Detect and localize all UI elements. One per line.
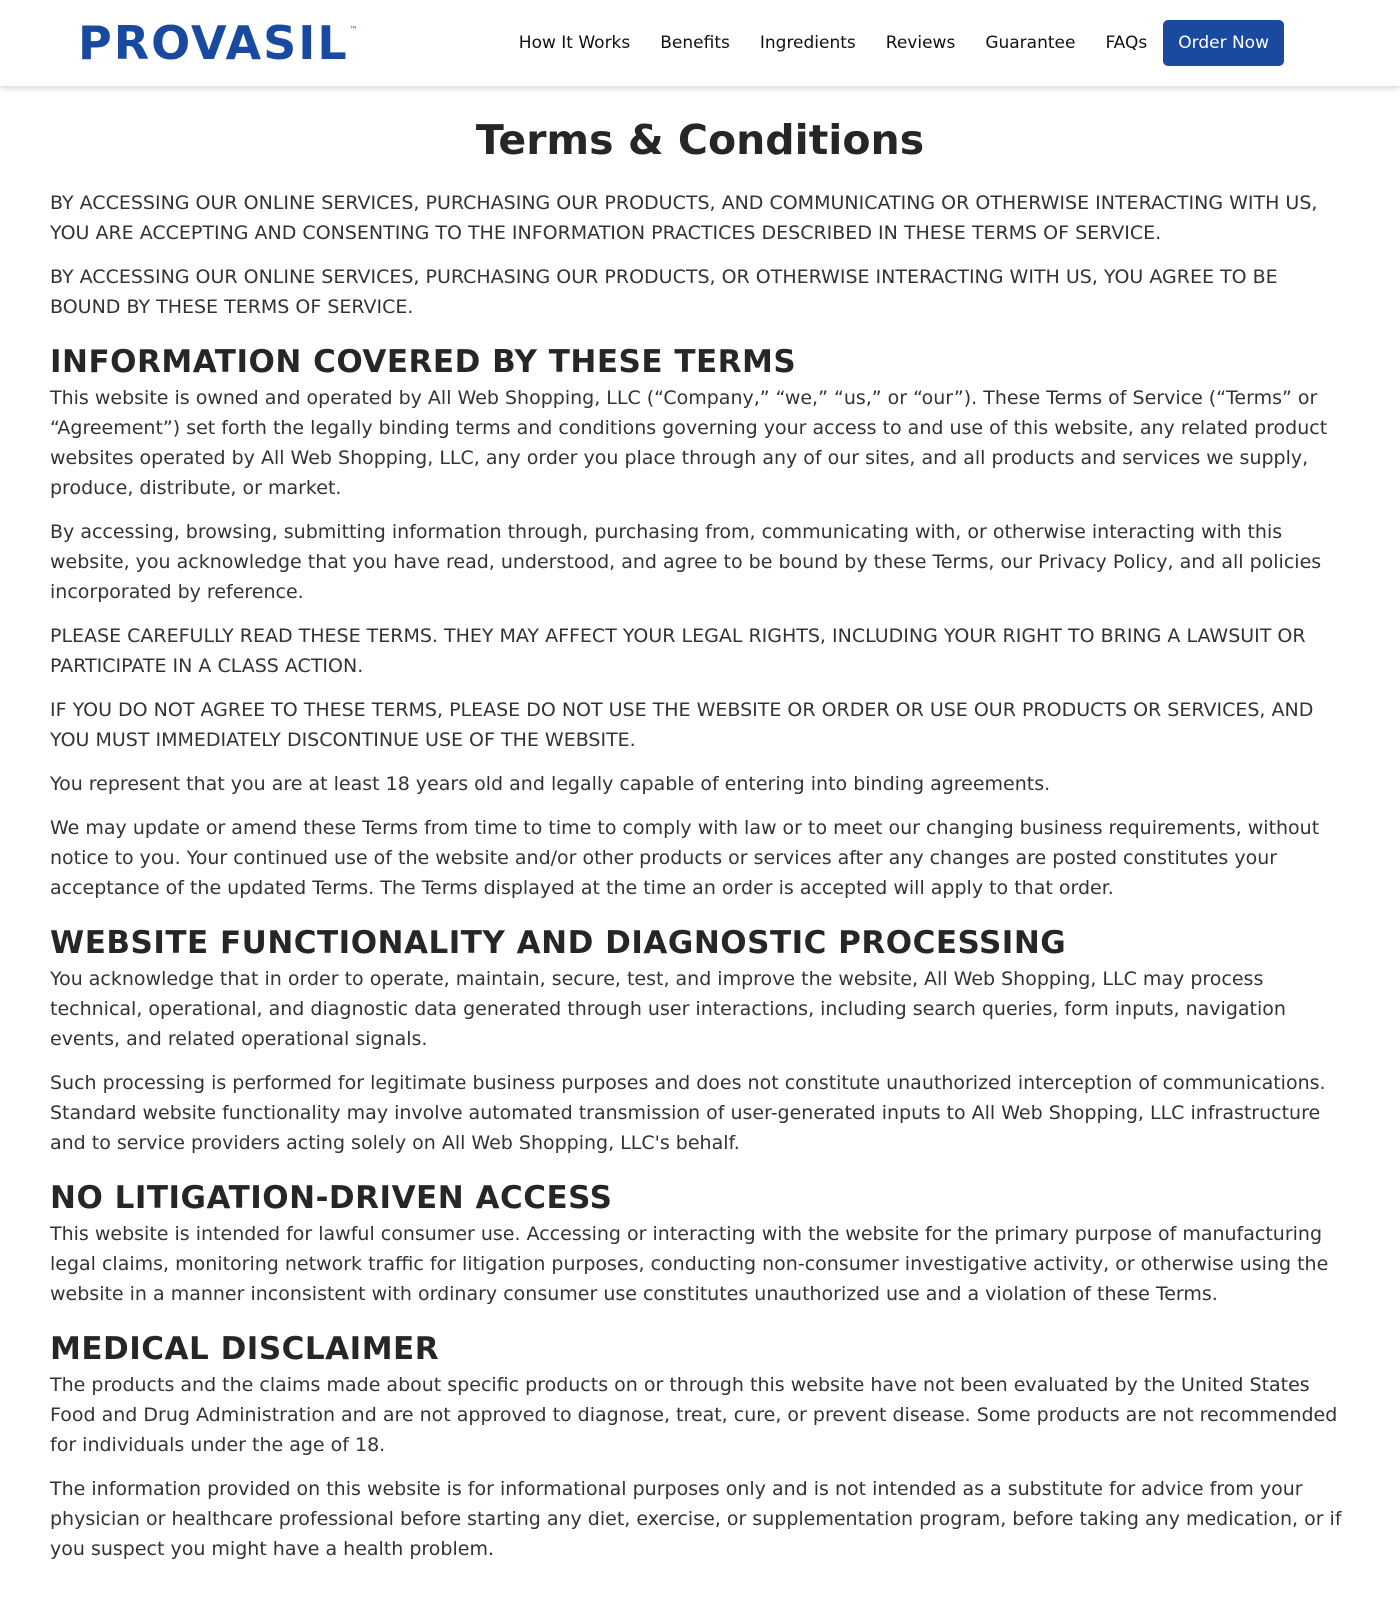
nav-link-ingredients[interactable]: Ingredients [759, 33, 856, 53]
order-now-button[interactable]: Order Now [1163, 20, 1284, 66]
section-paragraph: IF YOU DO NOT AGREE TO THESE TERMS, PLEASE DO NOT USE THE WEBSITE OR ORDER OR USE OUR PRODUCTS OR SERVICES, AND YOU MUST IMMEDIATELY DISCONTINUE USE OF THE WEBSITE. [50, 699, 1314, 751]
section-paragraph: You represent that you are at least 18 years old and legally capable of entering into binding agreements. [50, 773, 1051, 795]
nav-link-reviews[interactable]: Reviews [885, 33, 956, 53]
intro-paragraph: BY ACCESSING OUR ONLINE SERVICES, PURCHASING OUR PRODUCTS, AND COMMUNICATING OR OTHERWISE INTERACTING WITH US, YOU ARE ACCEPTING AND CONSENTING TO THE INFORMATION PRACTICES DESCRIBED IN THESE TERMS OF SERVICE. [50, 192, 1318, 244]
section-paragraph: PLEASE CAREFULLY READ THESE TERMS. THEY MAY AFFECT YOUR LEGAL RIGHTS, INCLUDING YOUR RIGHT TO BRING A LAWSUIT OR PARTICIPATE IN A CLASS ACTION. [50, 625, 1306, 677]
main-nav [519, 20, 1284, 66]
nav-link-how-it-works[interactable]: How It Works [518, 33, 631, 53]
section-paragraph: We may update or amend these Terms from time to time to comply with law or to meet our changing business requirements, without notice to you. Your continued use of the website and/or other products or services after any changes are posted constitutes your acceptance of the updated Terms. The Terms displayed at the time an order is accepted will apply to that order. [50, 817, 1320, 899]
nav-link-faqs[interactable]: FAQs [1105, 33, 1148, 53]
page-title: Terms & Conditions [475, 116, 925, 164]
section-title-medical-disclaimer: MEDICAL DISCLAIMER [50, 1331, 440, 1367]
nav-link-benefits[interactable]: Benefits [660, 33, 730, 53]
terms-content [50, 86, 1350, 1578]
section-title-no-litigation-access: NO LITIGATION-DRIVEN ACCESS [50, 1180, 613, 1216]
intro-paragraph: BY ACCESSING OUR ONLINE SERVICES, PURCHASING OUR PRODUCTS, OR OTHERWISE INTERACTING WITH US, YOU AGREE TO BE BOUND BY THESE TERMS OF SERVICE. [50, 266, 1278, 318]
section-paragraph: You acknowledge that in order to operate, maintain, secure, test, and improve the website, All Web Shopping, LLC may process technical, operational, and diagnostic data generated through user interactions, including search queries, form inputs, navigation events, and related operational signals. [50, 968, 1286, 1050]
section-paragraph: Such processing is performed for legitimate business purposes and does not constitute unauthorized interception of communications. Standard website functionality may involve automated transmission of user-generated inputs to All Web Shopping, LLC infrastructure and to service providers acting solely on All Web Shopping, LLC's behalf. [50, 1072, 1326, 1154]
section-paragraph: This website is intended for lawful consumer use. Accessing or interacting with the website for the primary purpose of manufacturing legal claims, monitoring network traffic for litigation purposes, conducting non-consumer investigative activity, or otherwise using the website in a manner inconsistent with ordinary consumer use constitutes unauthorized use and a violation of these Terms. [50, 1223, 1329, 1305]
section-paragraph: This website is owned and operated by All Web Shopping, LLC (“Company,” “we,” “us,” or “our”). These Terms of Service (“Terms” or “Agreement”) set forth the legally binding terms and conditions governing your access to and use of this website, any related product websites operated by All Web Shopping, LLC, any order you place through any of our sites, and all products and services we supply, produce, distribute, or market. [50, 387, 1328, 499]
site-header [0, 0, 1400, 86]
section-paragraph: The products and the claims made about specific products on or through this website have not been evaluated by the United States Food and Drug Administration and are not approved to diagnose, treat, cure, or prevent disease. Some products are not recommended for individuals under the age of 18. [50, 1374, 1338, 1456]
section-paragraph: By accessing, browsing, submitting information through, purchasing from, communicating with, or otherwise interacting with this website, you acknowledge that you have read, understood, and agree to be bound by these Terms, our Privacy Policy, and all policies incorporated by reference. [50, 521, 1322, 603]
section-title-website-functionality: WEBSITE FUNCTIONALITY AND DIAGNOSTIC PROCESSING [50, 925, 1067, 961]
section-paragraph: The information provided on this website is for informational purposes only and is not intended as a substitute for advice from your physician or healthcare professional before starting any diet, exercise, or supplementation program, before taking any medication, or if you suspect you might have a health problem. [50, 1478, 1342, 1560]
logo-text: PROVASIL [78, 16, 349, 70]
logo-trademark: ™ [349, 25, 358, 34]
nav-link-guarantee[interactable]: Guarantee [985, 33, 1076, 53]
provasil-logo[interactable] [78, 16, 358, 70]
section-title-information-covered: INFORMATION COVERED BY THESE TERMS [50, 344, 797, 380]
